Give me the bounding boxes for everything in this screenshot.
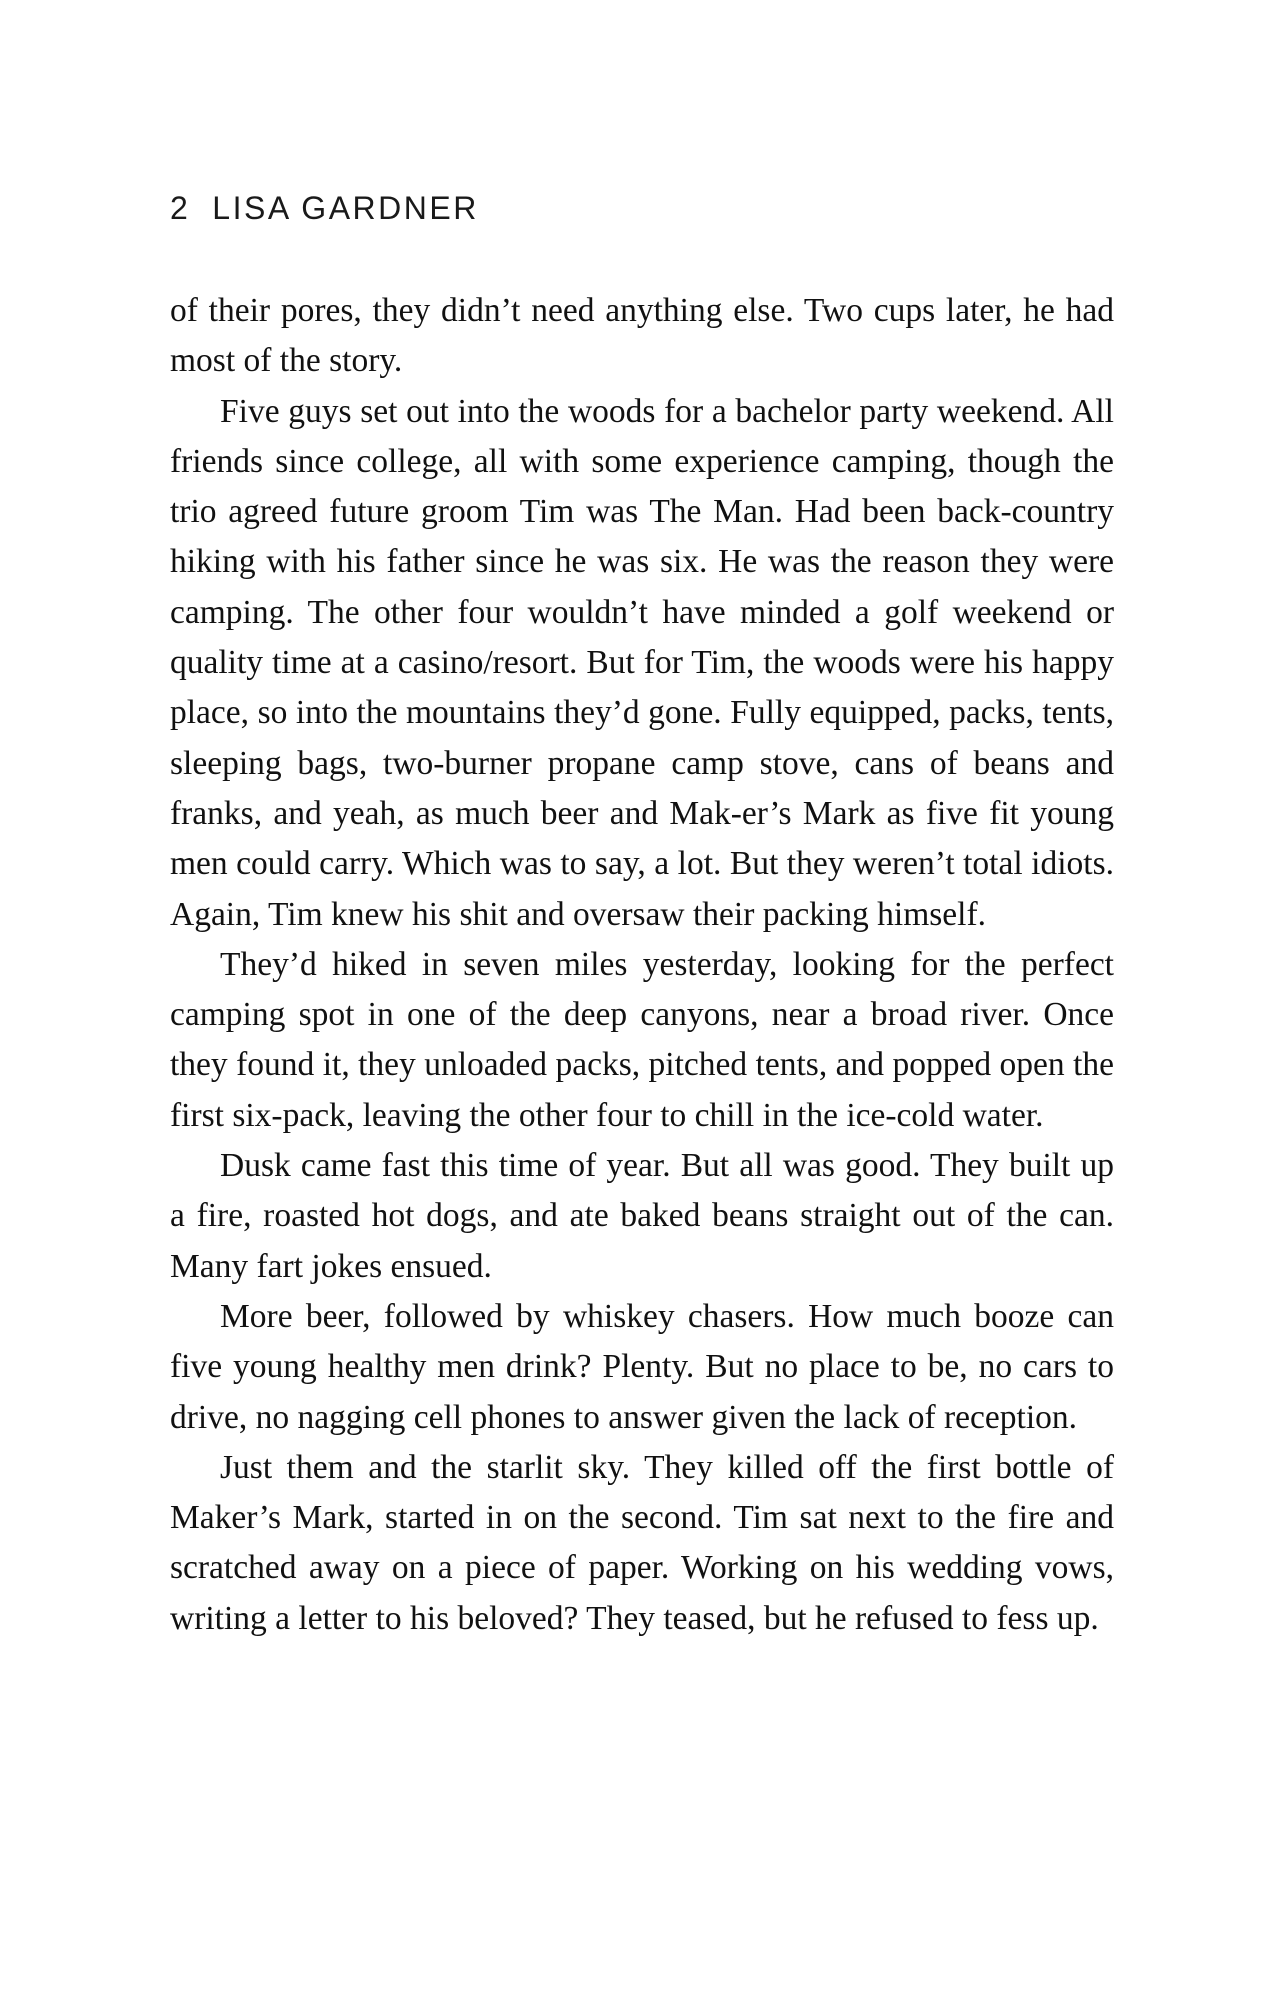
paragraph-6: Just them and the starlit sky. They killed off the first bottle of Maker’s Mark, started in on the second. Tim sat next to the fire and scratched away on a piece of paper. Working on his wedding vows, writing a letter to his beloved? They teased, but he refused to fess up. [170,1448,1114,1637]
body-text [170,286,1114,1644]
page-number: 2 [170,190,191,226]
paragraph-5: More beer, followed by whiskey chasers. How much booze can five young healthy men drink? Plenty. But no place to be, no cars to drive, no nagging cell phones to answer given the lack of reception. [170,1297,1114,1436]
paragraph-3: They’d hiked in seven miles yesterday, looking for the perfect camping spot in one of the deep canyons, near a broad river. Once they found it, they unloaded packs, pitched tents, and popped open the first six-pack, leaving the other four to chill in the ice-cold water. [170,945,1114,1134]
paragraph-1: of their pores, they didn’t need anything else. Two cups later, he had most of the story. [170,292,1114,380]
running-head [170,190,479,227]
paragraph-4: Dusk came fast this time of year. But all was good. They built up a fire, roasted hot dogs, and ate baked beans straight out of the can. Many fart jokes ensued. [170,1147,1114,1285]
paragraph-2: Five guys set out into the woods for a bachelor party weekend. All friends since college, all with some experience camping, though the trio agreed future groom Tim was The Man. Had been back-country hiking with his father since he was six. He was the reason they were camping. The other four wouldn’t have minded a golf weekend or quality time at a casino/resort. But for Tim, the woods were his happy place, so into the mountains they’d gone. Fully equipped, packs, tents, sleeping bags, two-burner propane camp stove, cans of beans and franks, and yeah, as much beer and Mak-er’s Mark as five fit young men could carry. Which was to say, a lot. But they weren’t total idiots. Again, Tim knew his shit and oversaw their packing himself. [170,392,1114,933]
author-name: LISA GARDNER [212,190,479,226]
